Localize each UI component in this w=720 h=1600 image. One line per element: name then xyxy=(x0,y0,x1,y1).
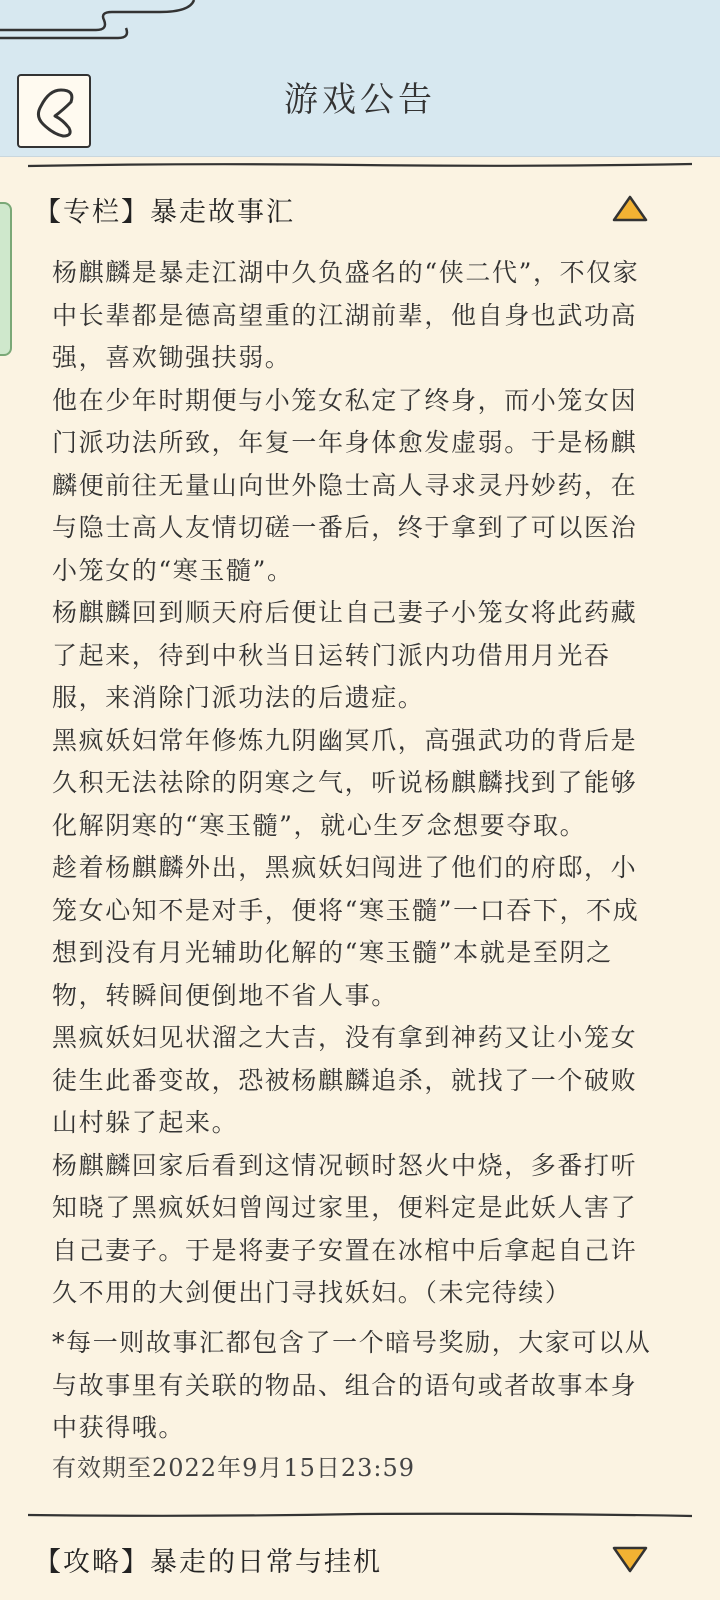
validity-date: 有效期至2022年9月15日23:59 xyxy=(52,1454,416,1482)
collapse-up-triangle-icon[interactable] xyxy=(612,194,648,224)
story-paragraph: 黑疯妖妇见状溜之大吉，没有拿到神药又让小笼女徒生此番变故，恐被杨麒麟追杀，就找了一个破败山村躲了起来。 xyxy=(52,1023,638,1137)
reward-note-text: *每一则故事汇都包含了一个暗号奖励，大家可以从与故事里有关联的物品、组合的语句或者故事本身中获得哦。 xyxy=(52,1328,652,1442)
section-divider xyxy=(28,162,692,168)
story-paragraph: 他在少年时期便与小笼女私定了终身，而小笼女因门派功法所致，年复一年身体愈发虚弱。于是杨麒麟便前往无量山向世外隐士高人寻求灵丹妙药，在与隐士高人友情切磋一番后，终于拿到了可以医治小笼女的“寒玉髓”。 xyxy=(52,385,638,585)
story-paragraph: 黑疯妖妇常年修炼九阴幽冥爪，高强武功的背后是久积无法祛除的阴寒之气，听说杨麒麟找到了能够化解阴寒的“寒玉髓”，就心生歹念想要夺取。 xyxy=(52,725,638,840)
story-paragraph: 趁着杨麒麟外出，黑疯妖妇闯进了他们的府邸，小笼女心知不是对手，便将“寒玉髓”一口吞下，不成想到没有月光辅助化解的“寒玉髓”本就是至阴之物，转瞬间便倒地不省人事。 xyxy=(52,853,640,1010)
reward-note xyxy=(52,1322,662,1450)
page-title: 游戏公告 xyxy=(284,80,436,120)
section-divider xyxy=(28,1512,692,1518)
story-paragraph: 杨麒麟回到顺天府后便让自己妻子小笼女将此药藏了起来，待到中秋当日运转门派内功借用月光吞服，来消除门派功法的后遗症。 xyxy=(52,598,638,712)
section-title-guide[interactable]: 【攻略】暴走的日常与挂机 xyxy=(34,1547,382,1578)
header-bar xyxy=(0,0,720,157)
story-paragraph: 杨麒麟是暴走江湖中久负盛名的“侠二代”，不仅家中长辈都是德高望重的江湖前辈，他自身也武功高强，喜欢锄强扶弱。 xyxy=(52,258,640,372)
story-article xyxy=(52,252,662,1315)
expand-down-triangle-icon[interactable] xyxy=(612,1544,648,1574)
decorative-cloud-curve xyxy=(0,0,220,44)
story-paragraph: 杨麒麟回家后看到这情况顿时怒火中烧，多番打听知晓了黑疯妖妇曾闯过家里，便料定是此妖人害了自己妻子。于是将妻子安置在冰棺中后拿起自己许久不用的大剑便出门寻找妖妇。（未完待续） xyxy=(52,1150,638,1307)
section-title-column[interactable]: 【专栏】暴走故事汇 xyxy=(34,197,295,228)
side-tab[interactable] xyxy=(0,202,12,356)
